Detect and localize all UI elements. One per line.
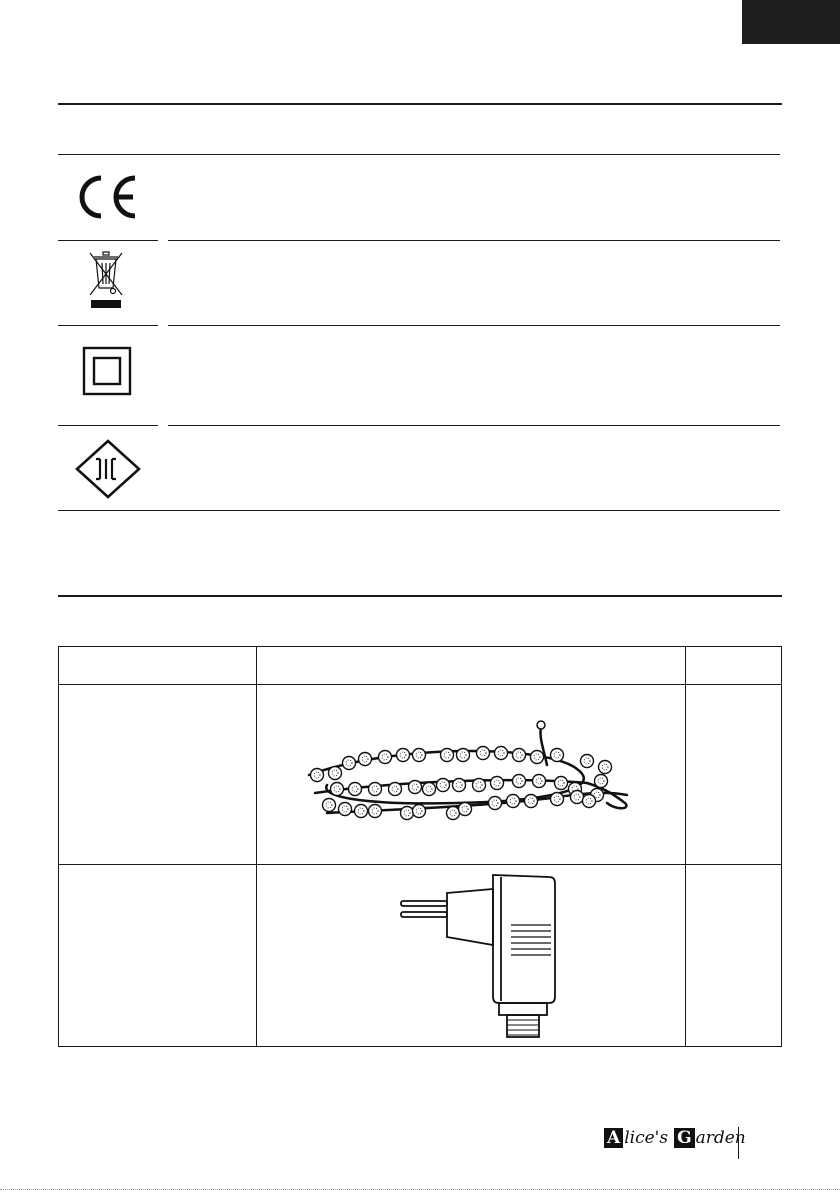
class-three-diamond-icon — [74, 438, 142, 500]
garland-bulb — [401, 807, 414, 820]
section-rule-components — [58, 595, 782, 597]
garland-bulb — [507, 795, 520, 808]
garland-bulb — [533, 775, 546, 788]
garland-bulb — [525, 795, 538, 808]
garland-bulb — [513, 749, 526, 762]
garland-bulb — [413, 805, 426, 818]
symbol-row-divider — [58, 240, 158, 241]
garland-bulb — [329, 767, 342, 780]
garland-bulb — [397, 749, 410, 762]
garland-bulb — [359, 753, 372, 766]
table-row — [59, 865, 782, 1047]
symbol-table-bottom-rule — [58, 510, 780, 511]
garland-bulb — [595, 775, 608, 788]
table-row — [59, 685, 782, 865]
garland-bulb — [323, 799, 336, 812]
garland-bulb — [457, 749, 470, 762]
garland-bulb — [571, 791, 584, 804]
language-tab — [742, 0, 840, 44]
garland-bulb — [583, 795, 596, 808]
symbol-table-top-rule — [58, 154, 780, 155]
garland-bulb — [423, 783, 436, 796]
section-rule-top — [58, 103, 782, 105]
col-header-name — [59, 647, 257, 685]
garland-bulb — [369, 783, 382, 796]
garland-bulb — [599, 761, 612, 774]
crossed-out-wheelie-bin-icon — [86, 250, 126, 312]
ce-conformity-icon — [70, 172, 142, 222]
power-adapter-plug-icon — [257, 865, 685, 1046]
col-header-image — [257, 647, 686, 685]
garland-bulb — [495, 747, 508, 760]
symbol-row-divider — [168, 425, 780, 426]
garland-bulb — [413, 749, 426, 762]
garland-bulb — [355, 805, 368, 818]
garland-bulb — [531, 751, 544, 764]
garland-bulb — [513, 775, 526, 788]
garland-bulb — [555, 777, 568, 790]
garland-bulb — [477, 747, 490, 760]
garland-bulb — [473, 779, 486, 792]
component-image-cell — [257, 685, 686, 865]
component-name-cell — [59, 865, 257, 1047]
garland-bulb — [489, 797, 502, 810]
brand-logo: A lice's G arden — [604, 1128, 746, 1148]
symbol-row-divider — [168, 240, 780, 241]
garland-bulb — [311, 769, 324, 782]
component-qty-cell — [685, 685, 781, 865]
footer-divider — [738, 1127, 739, 1159]
symbol-row-divider — [58, 425, 158, 426]
symbol-row-divider — [58, 325, 158, 326]
garland-bulb — [581, 755, 594, 768]
table-header-row — [59, 647, 782, 685]
garland-bulb — [551, 749, 564, 762]
garland-bulbs — [311, 747, 612, 820]
garland-bulb — [551, 793, 564, 806]
page-edge — [0, 1189, 840, 1190]
col-header-qty — [685, 647, 781, 685]
garland-bulb — [389, 783, 402, 796]
garland-bulb — [349, 783, 362, 796]
garland-bulb — [453, 779, 466, 792]
component-qty-cell — [685, 865, 781, 1047]
garland-bulb — [447, 807, 460, 820]
garland-bulb — [369, 805, 382, 818]
double-insulation-square-icon — [82, 346, 132, 396]
led-light-garland-icon — [257, 685, 685, 864]
garland-bulb — [343, 757, 356, 770]
component-image-cell — [257, 865, 686, 1047]
garland-bulb — [409, 781, 422, 794]
garland-bulb — [379, 751, 392, 764]
garland-bulb — [339, 803, 352, 816]
garland-bulb — [331, 783, 344, 796]
garland-bulb — [491, 777, 504, 790]
garland-bulb — [459, 803, 472, 816]
symbol-row-divider — [168, 325, 780, 326]
components-table — [58, 646, 782, 1047]
garland-bulb — [437, 779, 450, 792]
component-name-cell — [59, 685, 257, 865]
garland-bulb — [441, 749, 454, 762]
